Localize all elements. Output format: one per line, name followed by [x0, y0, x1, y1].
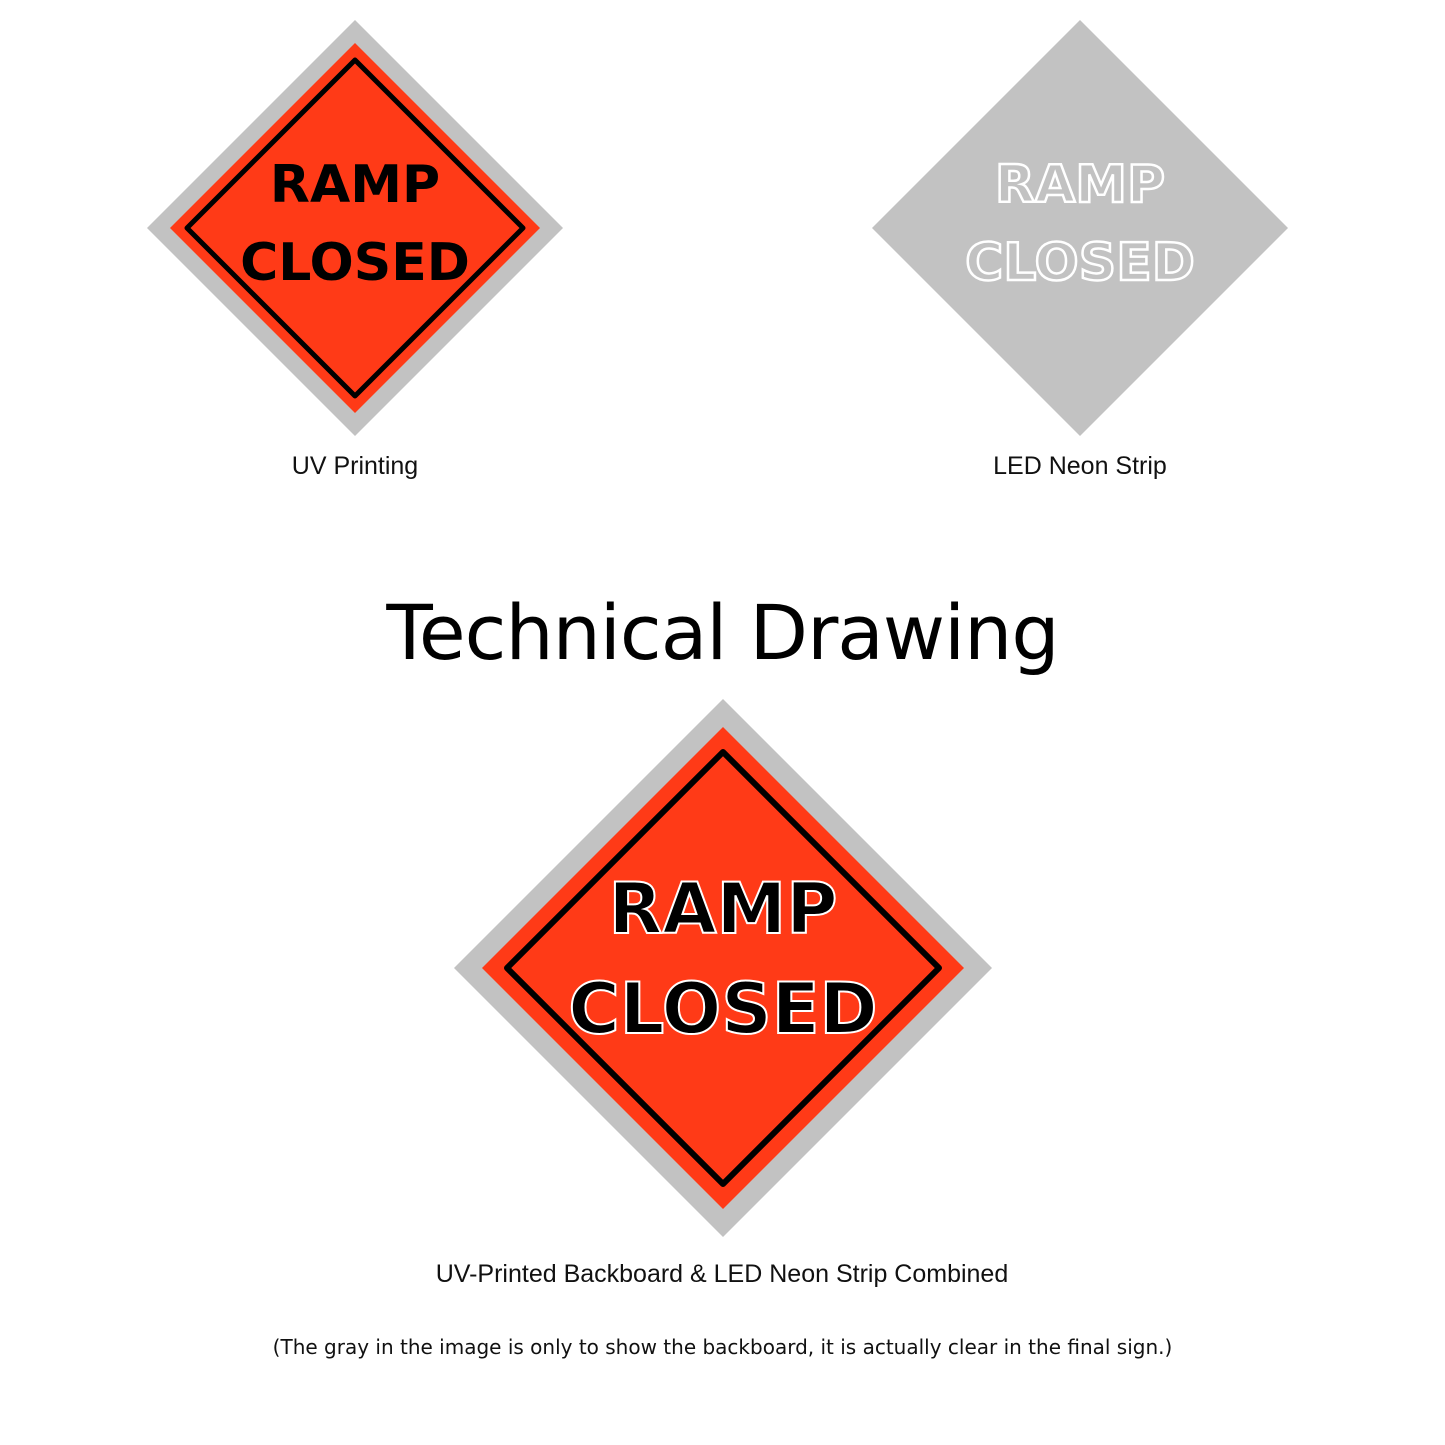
footnote: (The gray in the image is only to show the backboard, it is actually clear in the final sign.)	[272, 1335, 1173, 1359]
combined-caption: UV-Printed Backboard & LED Neon Strip Combined	[435, 1260, 1009, 1288]
uv-printing-caption: UV Printing	[291, 452, 419, 480]
sign-line-ramp: RAMP	[269, 155, 441, 215]
led-neon-strip-sign	[870, 18, 1290, 438]
combined-sign	[452, 697, 994, 1239]
backboard	[872, 20, 1288, 436]
led-neon-strip-caption: LED Neon Strip	[993, 452, 1167, 480]
neon-line-ramp: RAMP	[994, 155, 1166, 215]
neon-line-closed: CLOSED	[965, 233, 1195, 293]
sign-line-closed: CLOSED	[568, 968, 878, 1050]
page-title: Technical Drawing	[386, 588, 1059, 677]
uv-printing-sign	[145, 18, 565, 438]
sign-line-closed: CLOSED	[240, 233, 470, 293]
orange-panel	[170, 43, 540, 413]
sign-line-ramp: RAMP	[608, 868, 838, 950]
